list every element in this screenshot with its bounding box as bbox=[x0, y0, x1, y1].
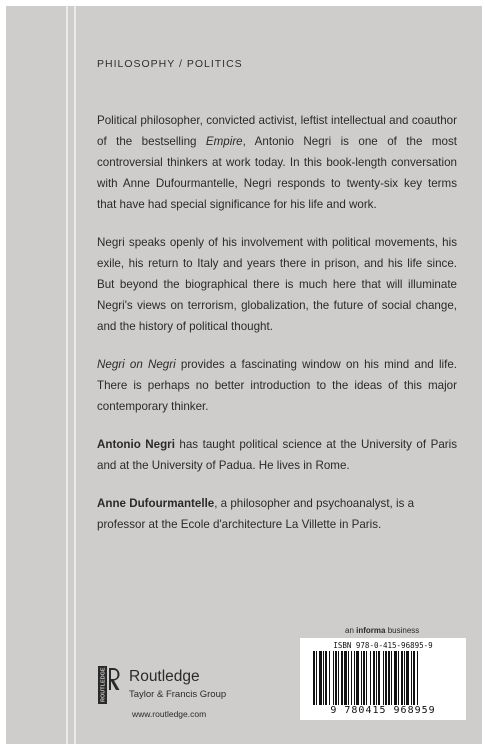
author-bio-dufourmantelle: Anne Dufourmantelle, a philosopher and psychoanalyst, is a professor at the Ecole d'architecture La Villette in Paris. bbox=[97, 497, 415, 531]
barcode-digits: 9 780415 968959 bbox=[330, 705, 436, 716]
blurb-paragraph-3: Negri on Negri provides a fascinating window on his mind and life. There is perhaps no better introduction to the ideas of this major contemporary thinker. bbox=[97, 358, 457, 413]
blurb-text bbox=[97, 110, 457, 552]
back-cover bbox=[6, 6, 482, 744]
spine-line-left bbox=[66, 6, 68, 744]
book-title-empire: Empire bbox=[205, 135, 243, 148]
blurb-paragraph-1: Political philosopher, convicted activist, leftist intellectual and coauthor of the bestselling Empire, Antonio Negri is one of the most controversial thinkers at work today. In this book-length conversation with Anne Dufourmantelle, Negri responds to twenty-six key terms that have had special significance for his life and work. bbox=[97, 114, 457, 211]
category-label: PHILOSOPHY / POLITICS bbox=[97, 58, 243, 70]
publisher-url: www.routledge.com bbox=[132, 709, 207, 719]
author-bio-negri: Antonio Negri has taught political science at the University of Paris and at the University of Padua. He lives in Rome. bbox=[97, 438, 458, 472]
spine-line-right bbox=[74, 6, 76, 744]
informa-imprint: an informa business bbox=[345, 626, 420, 635]
publisher-group: Taylor & Francis Group bbox=[129, 689, 227, 700]
isbn-barcode bbox=[300, 638, 466, 720]
routledge-logo-icon bbox=[98, 666, 120, 704]
blurb-paragraph-2: Negri speaks openly of his involvement with political movements, his exile, his return to Italy and years there in prison, and his life since. But beyond the biographical there is much here that will illuminate Negri's views on terrorism, globalization, the future of social change, and the history of political thought. bbox=[97, 236, 457, 333]
svg-text:ROUTLEDGE: ROUTLEDGE bbox=[100, 667, 107, 702]
isbn-number: ISBN 978-0-415-96895-9 bbox=[333, 641, 433, 650]
publisher-name: Routledge bbox=[129, 668, 200, 685]
book-title-negri-on-negri: Negri on Negri bbox=[97, 358, 176, 371]
barcode-bars bbox=[312, 651, 460, 709]
